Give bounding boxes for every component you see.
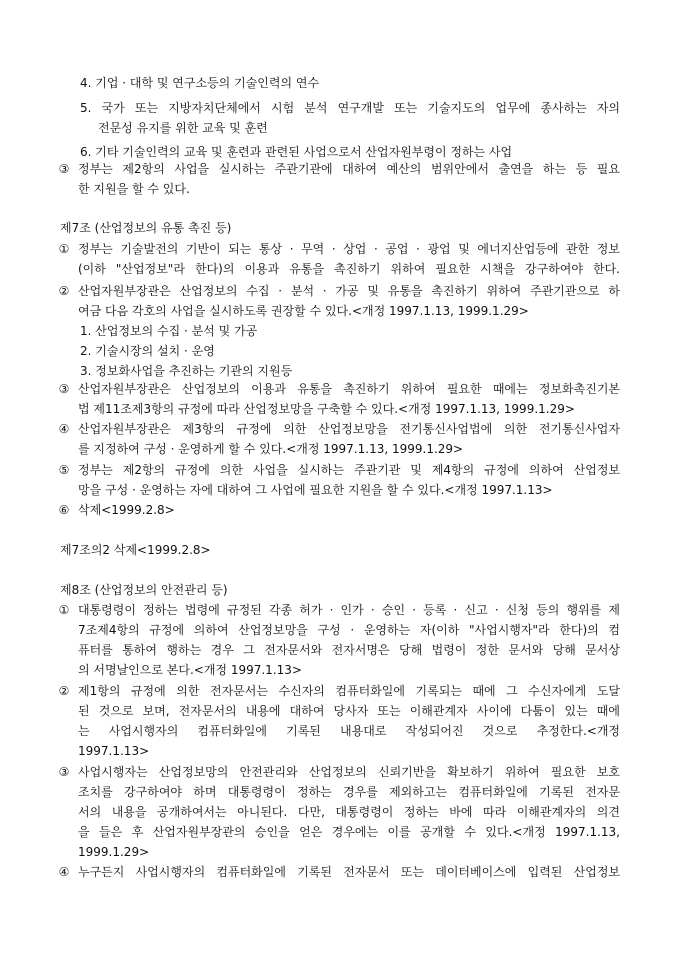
paragraph-line: 정부는 기술발전의 기반이 되는 통상 · 무역 · 상업 · 공업 · 광업 및 에너지산업등에 관한 정보 — [78, 242, 620, 256]
paragraph-line: 서의 내용을 공개하여서는 아니된다. 다만, 대통령령이 정하는 바에 따라 이해관계자의 의견 — [78, 805, 620, 819]
paragraph-line: (이하 "산업정보"라 한다)의 이용과 유통을 촉진하기 위하여 필요한 시책을 강구하여야 한다. — [78, 262, 620, 276]
paragraph-line: 된 것으로 보며, 전자문서의 내용에 대하여 당사자 또는 이해관계자 사이에 다툼이 있는 때에 — [78, 704, 620, 718]
paragraph-line: 망을 구성 · 운영하는 자에 대하여 그 사업에 필요한 지원을 할 수 있다.<개정 1997.1.13> — [78, 483, 553, 497]
paragraph-line: 한 지원을 할 수 있다. — [78, 182, 190, 196]
paragraph-line: 대통령령이 정하는 법령에 규정된 각종 허가 · 인가 · 승인 · 등록 · 신고 · 신청 등의 행위를 제 — [78, 603, 620, 617]
paragraph-line: 는 사업시행자의 컴퓨터화일에 기록된 내용대로 작성되어진 것으로 추정한다.<개정 — [78, 724, 620, 738]
paragraph-line: 퓨터를 통하여 행하는 경우 그 전자문서와 전자서명은 당해 법령이 정한 문서와 당해 문서상 — [78, 643, 620, 657]
article-heading: 제7조의2 삭제<1999.2.8> — [60, 543, 211, 557]
paragraph-line: 정부는 제2항의 규정에 의한 사업을 실시하는 주관기관 및 제4항의 규정에 의하여 산업정보 — [78, 463, 620, 477]
paragraph-line: 누구든지 사업시행자의 컴퓨터화일에 기록된 전자문서 또는 데이터베이스에 입력된 산업정보 — [78, 865, 620, 879]
paragraph-line: 법 제11조제3항의 규정에 따라 산업정보망을 구축할 수 있다.<개정 1997.1.13, 1999.1.29> — [78, 402, 575, 416]
clause-marker: ③ — [58, 382, 70, 396]
clause-marker: ② — [58, 684, 70, 698]
article-heading: 제8조 (산업정보의 안전관리 등) — [60, 583, 228, 597]
clause-marker: ④ — [58, 422, 70, 436]
paragraph-line: 정부는 제2항의 사업을 실시하는 주관기관에 대하여 예산의 범위안에서 출연을 하는 등 필요 — [78, 162, 620, 176]
paragraph-line: 7조제4항의 규정에 의하여 산업정보망을 구성 · 운영하는 자(이하 "사업시행자"라 한다)의 컴 — [78, 623, 620, 637]
paragraph-line: 산업자원부장관은 산업정보의 이용과 유통을 촉진하기 위하여 필요한 때에는 정보화촉진기본 — [78, 382, 620, 396]
paragraph-line: 1999.1.29> — [78, 845, 150, 859]
clause-marker: ② — [58, 284, 70, 298]
paragraph-line: 를 지정하여 구성 · 운영하게 할 수 있다.<개정 1997.1.13, 1999.1.29> — [78, 442, 464, 456]
article-heading: 제7조 (산업정보의 유통 촉진 등) — [60, 221, 232, 235]
paragraph-line: 산업자원부장관은 제3항의 규정에 의한 산업정보망을 전기통신사업법에 의한 전기통신사업자 — [78, 422, 620, 436]
paragraph-line: 을 들은 후 산업자원부장관의 승인을 얻은 경우에는 이를 공개할 수 있다.<개정 1997.1.13, — [78, 825, 620, 839]
list-item: 4. 기업 · 대학 및 연구소등의 기술인력의 연수 — [80, 76, 320, 90]
paragraph-line: 사업시행자는 산업정보망의 안전관리와 산업정보의 신뢰기반을 확보하기 위하여 필요한 보호 — [78, 765, 620, 779]
list-item: 6. 기타 기술인력의 교육 및 훈련과 관련된 사업으로서 산업자원부령이 정하는 사업 — [80, 145, 513, 159]
list-item: 전문성 유지를 위한 교육 및 훈련 — [98, 121, 268, 135]
paragraph-line: 제1항의 규정에 의한 전자문서는 수신자의 컴퓨터화일에 기록되는 때에 그 수신자에게 도달 — [78, 684, 620, 698]
list-item: 1. 산업정보의 수집 · 분석 및 가공 — [80, 324, 258, 338]
clause-marker: ③ — [58, 162, 70, 176]
list-item: 5. 국가 또는 지방자치단체에서 시험 분석 연구개발 또는 기술지도의 업무에 종사하는 자의 — [80, 101, 620, 115]
clause-marker: ③ — [58, 765, 70, 779]
paragraph-line: 1997.1.13> — [78, 744, 150, 758]
clause-marker: ⑥ — [58, 503, 70, 517]
list-item: 2. 기술시장의 설치 · 운영 — [80, 344, 215, 358]
paragraph-line: 의 서명날인으로 본다.<개정 1997.1.13> — [78, 663, 302, 677]
clause-marker: ① — [58, 242, 70, 256]
paragraph-line: 삭제<1999.2.8> — [78, 503, 175, 517]
paragraph-line: 조치를 강구하여야 하며 대통령령이 정하는 경우를 제외하고는 컴퓨터화일에 기록된 전자문 — [78, 785, 620, 799]
clause-marker: ④ — [58, 865, 70, 879]
paragraph-line: 산업자원부장관은 산업정보의 수집 · 분석 · 가공 및 유통을 촉진하기 위하여 주관기관으로 하 — [78, 284, 620, 298]
clause-marker: ⑤ — [58, 463, 70, 477]
paragraph-line: 여금 다음 각호의 사업을 실시하도록 권장할 수 있다.<개정 1997.1.13, 1999.1.29> — [78, 304, 529, 318]
clause-marker: ① — [58, 603, 70, 617]
list-item: 3. 정보화사업을 추진하는 기관의 지원등 — [80, 364, 293, 378]
